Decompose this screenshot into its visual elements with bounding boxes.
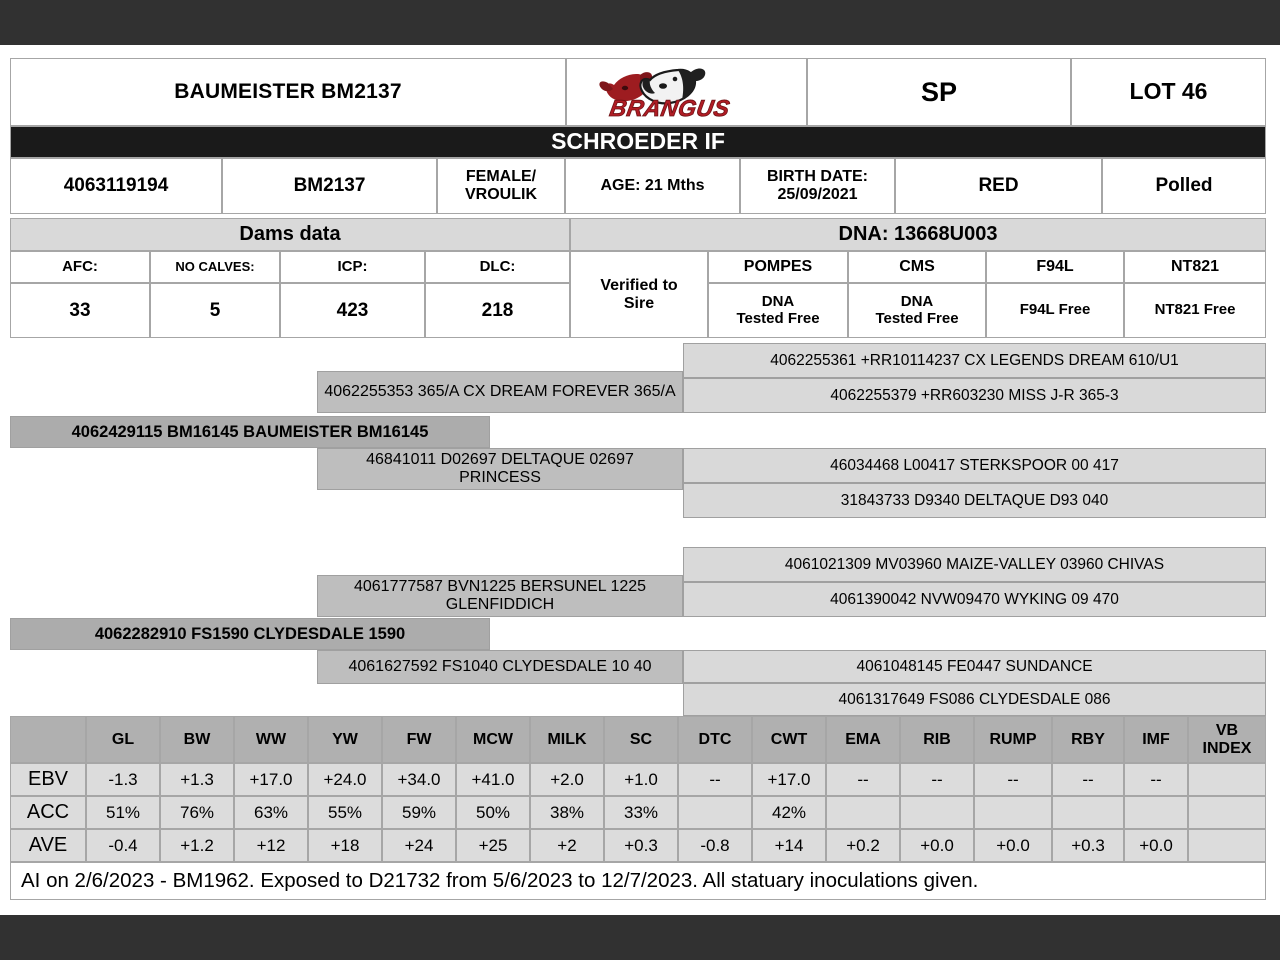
dna-test-result-cms xyxy=(848,283,986,338)
ebv-ebv-milk: +2.0 xyxy=(530,763,604,796)
lot-number: LOT 46 xyxy=(1071,58,1266,126)
ebv-ebv-imf: -- xyxy=(1124,763,1188,796)
pedigree-dam-dam-dam: 4061317649 FS086 CLYDESDALE 086 xyxy=(683,683,1266,716)
dams-label-afc: AFC: xyxy=(10,251,150,283)
ebv-ebv-ema: -- xyxy=(826,763,900,796)
verified-line-1: Verified to xyxy=(600,276,678,294)
ebv-ave-milk: +2 xyxy=(530,829,604,862)
ebv-acc-rump xyxy=(974,796,1052,829)
ebv-col-rib: RIB xyxy=(900,716,974,763)
ebv-ave-bw: +1.2 xyxy=(160,829,234,862)
ebv-acc-bw: 76% xyxy=(160,796,234,829)
dna-test-name-nt821: NT821 xyxy=(1124,251,1266,283)
ebv-acc-gl: 51% xyxy=(86,796,160,829)
dna-test-result-f94l: F94L Free xyxy=(986,283,1124,338)
bottom-band xyxy=(0,915,1280,960)
pedigree-sire-dam: 46841011 D02697 DELTAQUE 02697 PRINCESS xyxy=(317,448,683,490)
dna-title: DNA: 13668U003 xyxy=(570,218,1266,251)
ebv-ave-rump: +0.0 xyxy=(974,829,1052,862)
ebv-ave-ema: +0.2 xyxy=(826,829,900,862)
ebv-col-ww: WW xyxy=(234,716,308,763)
pedigree-dam-sire: 4061777587 BVN1225 BERSUNEL 1225 GLENFIDDICH xyxy=(317,575,683,617)
sex-line-2: VROULIK xyxy=(465,186,537,203)
dams-label-icp: ICP: xyxy=(280,251,425,283)
brangus-logo-cell xyxy=(566,58,807,126)
vb-index-line-1: VB xyxy=(1215,721,1239,739)
ebv-ebv-cwt: +17.0 xyxy=(752,763,826,796)
ebv-ebv-vb-index xyxy=(1188,763,1266,796)
ebv-col-fw: FW xyxy=(382,716,456,763)
brangus-logo-icon xyxy=(592,63,782,121)
ebv-col-ema: EMA xyxy=(826,716,900,763)
ebv-acc-ema xyxy=(826,796,900,829)
ebv-acc-vb-index xyxy=(1188,796,1266,829)
ebv-acc-rby xyxy=(1052,796,1124,829)
ebv-col-milk: MILK xyxy=(530,716,604,763)
dna-test-result-pompes xyxy=(708,283,848,338)
vb-index-line-2: INDEX xyxy=(1202,739,1252,757)
ebv-col-mcw: MCW xyxy=(456,716,530,763)
verified-line-2: Sire xyxy=(623,294,655,312)
dams-data-title: Dams data xyxy=(10,218,570,251)
sex-line-1: FEMALE/ xyxy=(465,168,537,186)
ebv-ave-dtc: -0.8 xyxy=(678,829,752,862)
dna-test-result-nt821: NT821 Free xyxy=(1124,283,1266,338)
ebv-ebv-rib: -- xyxy=(900,763,974,796)
dams-value-icp: 423 xyxy=(280,283,425,338)
ebv-acc-dtc xyxy=(678,796,752,829)
ebv-corner xyxy=(10,716,86,763)
ebv-acc-milk: 38% xyxy=(530,796,604,829)
dams-label-no-calves: NO CALVES: xyxy=(150,251,280,283)
dams-value-afc: 33 xyxy=(10,283,150,338)
ebv-ebv-rby: -- xyxy=(1052,763,1124,796)
verified-to-sire xyxy=(570,251,708,338)
dna-result-cms-line-1: DNA xyxy=(900,292,934,310)
ebv-ave-gl: -0.4 xyxy=(86,829,160,862)
pedigree-sire-dam-dam: 31843733 D9340 DELTAQUE D93 040 xyxy=(683,483,1266,518)
ebv-ebv-dtc: -- xyxy=(678,763,752,796)
ebv-acc-fw: 59% xyxy=(382,796,456,829)
ebv-col-gl: GL xyxy=(86,716,160,763)
ebv-ave-vb-index xyxy=(1188,829,1266,862)
ebv-col-vb-index xyxy=(1188,716,1266,763)
dna-test-name-pompes: POMPES xyxy=(708,251,848,283)
dna-test-name-f94l: F94L xyxy=(986,251,1124,283)
ebv-col-sc: SC xyxy=(604,716,678,763)
ebv-ave-yw: +18 xyxy=(308,829,382,862)
ebv-acc-mcw: 50% xyxy=(456,796,530,829)
birth-date-label: BIRTH DATE: xyxy=(766,168,869,186)
pedigree-sire: 4062429115 BM16145 BAUMEISTER BM16145 xyxy=(10,416,490,448)
ebv-acc-ww: 63% xyxy=(234,796,308,829)
ebv-row-label-acc: ACC xyxy=(10,796,86,829)
ebv-ave-fw: +24 xyxy=(382,829,456,862)
ebv-col-rump: RUMP xyxy=(974,716,1052,763)
ebv-ebv-rump: -- xyxy=(974,763,1052,796)
pedigree-dam-sire-sire: 4061021309 MV03960 MAIZE-VALLEY 03960 CHIVAS xyxy=(683,547,1266,582)
ebv-row-label-ave: AVE xyxy=(10,829,86,862)
pedigree-sire-sire-sire: 4062255361 +RR10114237 CX LEGENDS DREAM 610/U1 xyxy=(683,343,1266,378)
pedigree-dam-dam-sire: 4061048145 FE0447 SUNDANCE xyxy=(683,650,1266,683)
ebv-ebv-gl: -1.3 xyxy=(86,763,160,796)
ebv-ebv-mcw: +41.0 xyxy=(456,763,530,796)
ebv-ebv-ww: +17.0 xyxy=(234,763,308,796)
ebv-ave-imf: +0.0 xyxy=(1124,829,1188,862)
sale-code: SP xyxy=(807,58,1071,126)
ebv-col-rby: RBY xyxy=(1052,716,1124,763)
age: AGE: 21 Mths xyxy=(565,158,740,214)
ebv-col-yw: YW xyxy=(308,716,382,763)
ebv-acc-sc: 33% xyxy=(604,796,678,829)
dna-result-pompes-line-2: Tested Free xyxy=(736,309,820,327)
brangus-wordmark: BRANGUS xyxy=(607,95,732,121)
ebv-ebv-bw: +1.3 xyxy=(160,763,234,796)
ebv-col-cwt: CWT xyxy=(752,716,826,763)
top-band xyxy=(0,0,1280,45)
colour: RED xyxy=(895,158,1102,214)
ebv-ebv-yw: +24.0 xyxy=(308,763,382,796)
horn-status: Polled xyxy=(1102,158,1266,214)
dna-result-cms-line-2: Tested Free xyxy=(875,309,959,327)
ebv-ave-ww: +12 xyxy=(234,829,308,862)
ebv-ave-sc: +0.3 xyxy=(604,829,678,862)
ebv-ave-mcw: +25 xyxy=(456,829,530,862)
pedigree-dam-sire-dam: 4061390042 NVW09470 WYKING 09 470 xyxy=(683,582,1266,617)
footer-note: AI on 2/6/2023 - BM1962. Exposed to D21732 from 5/6/2023 to 12/7/2023. All statuary inoculations given. xyxy=(10,862,1266,900)
dna-test-name-cms: CMS xyxy=(848,251,986,283)
ebv-ave-rib: +0.0 xyxy=(900,829,974,862)
dams-value-dlc: 218 xyxy=(425,283,570,338)
dams-label-dlc: DLC: xyxy=(425,251,570,283)
animal-name: BAUMEISTER BM2137 xyxy=(10,58,566,126)
ebv-ave-rby: +0.3 xyxy=(1052,829,1124,862)
ebv-acc-rib xyxy=(900,796,974,829)
birth-date-value: 25/09/2021 xyxy=(777,186,858,203)
registration-number: 4063119194 xyxy=(10,158,222,214)
dna-result-pompes-line-1: DNA xyxy=(761,292,795,310)
ebv-acc-cwt: 42% xyxy=(752,796,826,829)
ebv-ave-cwt: +14 xyxy=(752,829,826,862)
ebv-col-bw: BW xyxy=(160,716,234,763)
ebv-ebv-sc: +1.0 xyxy=(604,763,678,796)
ebv-acc-imf xyxy=(1124,796,1188,829)
ebv-row-label-ebv: EBV xyxy=(10,763,86,796)
ebv-col-imf: IMF xyxy=(1124,716,1188,763)
pedigree-sire-sire: 4062255353 365/A CX DREAM FOREVER 365/A xyxy=(317,371,683,413)
birth-date xyxy=(740,158,895,214)
pedigree-sire-sire-dam: 4062255379 +RR603230 MISS J-R 365-3 xyxy=(683,378,1266,413)
breeder-title: SCHROEDER IF xyxy=(10,126,1266,158)
pedigree-sire-dam-sire: 46034468 L00417 STERKSPOOR 00 417 xyxy=(683,448,1266,483)
tattoo: BM2137 xyxy=(222,158,437,214)
sex xyxy=(437,158,565,214)
pedigree-dam-dam: 4061627592 FS1040 CLYDESDALE 10 40 xyxy=(317,650,683,684)
dams-value-no-calves: 5 xyxy=(150,283,280,338)
pedigree-dam: 4062282910 FS1590 CLYDESDALE 1590 xyxy=(10,618,490,650)
ebv-acc-yw: 55% xyxy=(308,796,382,829)
ebv-ebv-fw: +34.0 xyxy=(382,763,456,796)
ebv-col-dtc: DTC xyxy=(678,716,752,763)
